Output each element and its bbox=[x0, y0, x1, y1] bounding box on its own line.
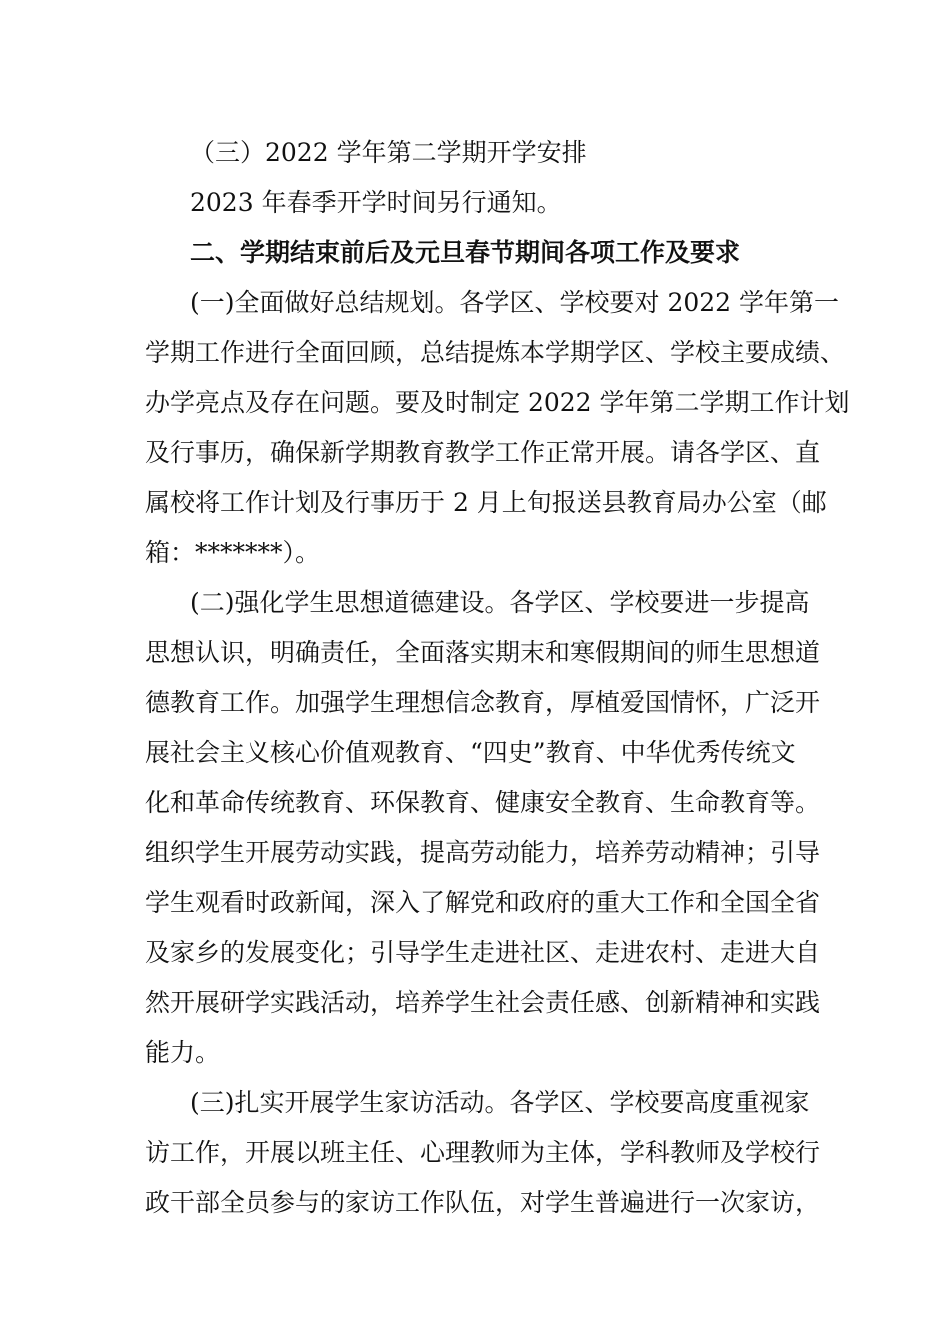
paragraph-line: 访工作，开展以班主任、心理教师为主体，学科教师及学校行 bbox=[145, 1138, 821, 1167]
paragraph-line: (二)强化学生思想道德建设。各学区、学校要进一步提高 bbox=[190, 588, 810, 617]
paragraph-line: 政干部全员参与的家访工作队伍，对学生普遍进行一次家访， bbox=[145, 1188, 821, 1217]
paragraph-line: 思想认识，明确责任，全面落实期末和寒假期间的师生思想道 bbox=[145, 638, 821, 667]
paragraph-line: 化和革命传统教育、环保教育、健康安全教育、生命教育等。 bbox=[145, 788, 821, 817]
paragraph-line: 箱：*******）。 bbox=[145, 538, 321, 567]
subsection-heading-spring-schedule: （三）2022 学年第二学期开学安排 bbox=[190, 138, 587, 167]
paragraph-line: 然开展研学实践活动，培养学生社会责任感、创新精神和实践 bbox=[145, 988, 821, 1017]
paragraph-line: 学期工作进行全面回顾，总结提炼本学期学区、学校主要成绩、 bbox=[145, 338, 846, 367]
paragraph-line: 及家乡的发展变化；引导学生走进社区、走进农村、走进大自 bbox=[145, 938, 821, 967]
paragraph-line: 及行事历，确保新学期教育教学工作正常开展。请各学区、直 bbox=[145, 438, 821, 467]
paragraph-line: 学生观看时政新闻，深入了解党和政府的重大工作和全国全省 bbox=[145, 888, 821, 917]
paragraph-line: 办学亮点及存在问题。要及时制定 2022 学年第二学期工作计划 bbox=[145, 388, 850, 417]
paragraph-line: (一)全面做好总结规划。各学区、学校要对 2022 学年第一 bbox=[190, 288, 840, 317]
paragraph-line: 组织学生开展劳动实践，提高劳动能力，培养劳动精神；引导 bbox=[145, 838, 821, 867]
paragraph-spring-notice: 2023 年春季开学时间另行通知。 bbox=[190, 188, 562, 217]
paragraph-line: 德教育工作。加强学生理想信念教育，厚植爱国情怀，广泛开 bbox=[145, 688, 821, 717]
paragraph-line: (三)扎实开展学生家访活动。各学区、学校要高度重视家 bbox=[190, 1088, 810, 1117]
paragraph-line: 展社会主义核心价值观教育、“四史”教育、中华优秀传统文 bbox=[145, 738, 796, 767]
paragraph-line: 属校将工作计划及行事历于 2 月上旬报送县教育局办公室（邮 bbox=[145, 488, 827, 517]
paragraph-line: 能力。 bbox=[145, 1038, 221, 1067]
section-heading-two: 二、学期结束前后及元旦春节期间各项工作及要求 bbox=[190, 238, 741, 267]
